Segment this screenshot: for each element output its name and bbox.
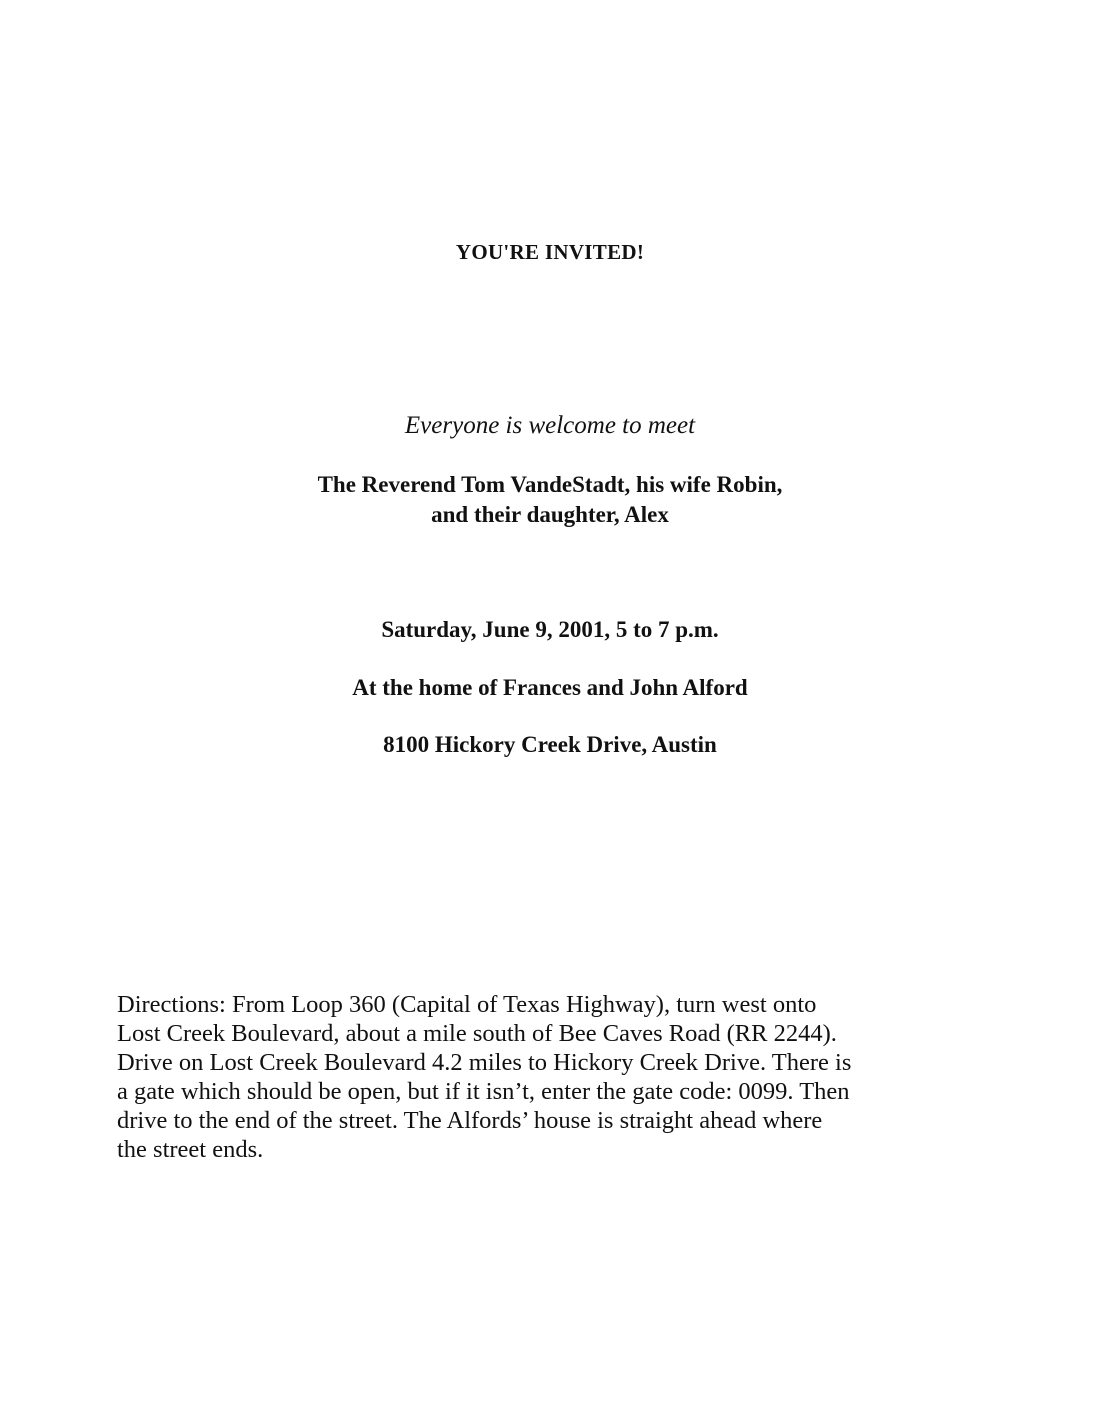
directions-line: the street ends. bbox=[117, 1136, 264, 1163]
intro-line: Everyone is welcome to meet bbox=[404, 412, 696, 439]
honorees-line-1: The Reverend Tom VandeStadt, his wife Robin, bbox=[317, 472, 783, 497]
directions-line: Lost Creek Boulevard, about a mile south of Bee Caves Road (RR 2244). bbox=[117, 1020, 837, 1047]
event-date-time: Saturday, June 9, 2001, 5 to 7 p.m. bbox=[381, 617, 719, 642]
event-host: At the home of Frances and John Alford bbox=[352, 675, 748, 700]
directions-line: Drive on Lost Creek Boulevard 4.2 miles to Hickory Creek Drive. There is bbox=[117, 1049, 852, 1076]
directions-paragraph bbox=[117, 990, 851, 1164]
directions-line: a gate which should be open, but if it isn’t, enter the gate code: 0099. Then bbox=[117, 1078, 850, 1105]
invitation-title: YOU'RE INVITED! bbox=[455, 240, 645, 264]
honorees-line-2: and their daughter, Alex bbox=[431, 502, 669, 527]
event-address: 8100 Hickory Creek Drive, Austin bbox=[383, 732, 717, 757]
directions-line: drive to the end of the street. The Alfords’ house is straight ahead where bbox=[117, 1107, 823, 1134]
directions-line: Directions: From Loop 360 (Capital of Texas Highway), turn west onto bbox=[117, 991, 817, 1018]
